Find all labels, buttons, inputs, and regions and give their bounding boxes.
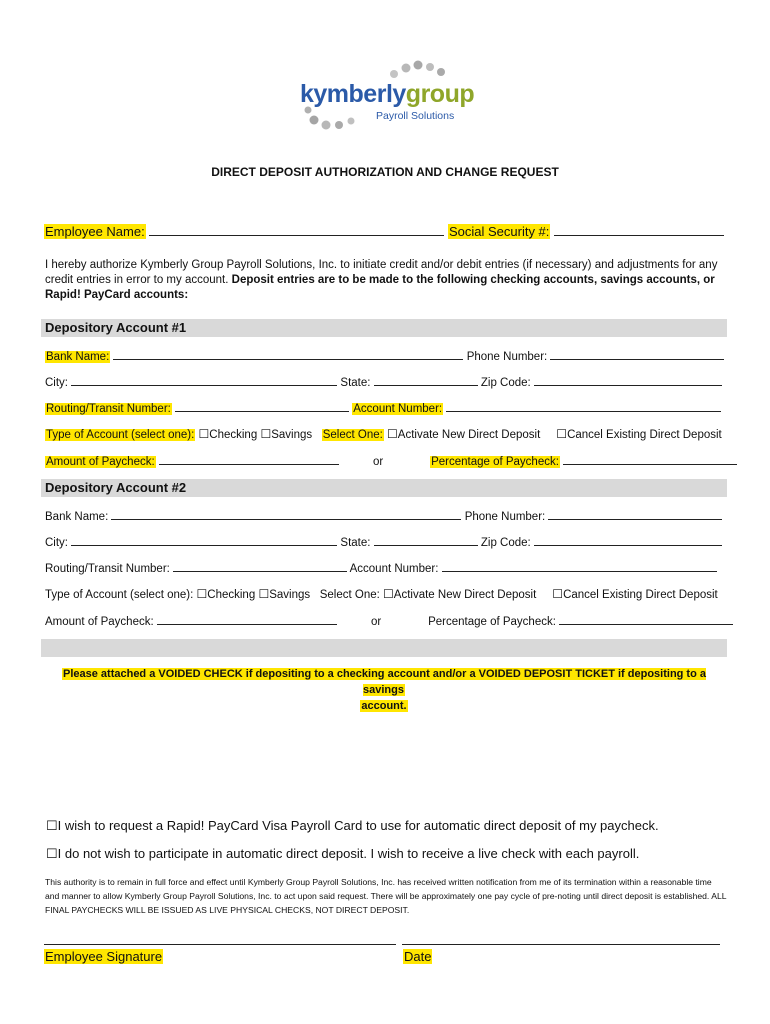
phone-label: Phone Number: — [464, 511, 546, 523]
employee-name-field[interactable] — [149, 224, 444, 236]
logo-brand-b: group — [405, 80, 475, 108]
percentage-field[interactable] — [559, 613, 733, 625]
account1-bank-row — [45, 348, 724, 363]
or-label: or — [370, 616, 382, 628]
checking-label: Checking — [207, 589, 256, 601]
cancel-checkbox[interactable]: ☐ — [552, 587, 564, 601]
phone-field[interactable] — [550, 348, 724, 360]
account2-bank-row — [45, 508, 722, 523]
account2-city-row — [45, 534, 722, 549]
cancel-label: Cancel Existing Direct Deposit — [563, 589, 718, 601]
city-field[interactable] — [71, 374, 337, 386]
account-number-field[interactable] — [446, 400, 721, 412]
checking-checkbox[interactable]: ☐ — [198, 427, 210, 441]
account-number-label: Account Number: — [353, 403, 443, 415]
activate-label: Activate New Direct Deposit — [397, 429, 541, 441]
employee-name-label: Employee Name: — [45, 224, 145, 239]
bank-name-label: Bank Name: — [46, 351, 110, 363]
ssn-label: Social Security #: — [448, 224, 550, 239]
account2-header-bar — [41, 479, 727, 497]
authorization-text — [45, 258, 730, 303]
live-check-label: I do not wish to participate in automatic direct deposit. I wish to receive a live check with each payroll. — [57, 846, 640, 861]
checking-label: Checking — [209, 429, 258, 441]
state-label: State: — [340, 537, 371, 549]
cancel-checkbox[interactable]: ☐ — [556, 427, 568, 441]
select-one-label: Select One: — [322, 429, 383, 441]
blank-bar — [41, 639, 727, 657]
logo-brand-a: kymberly — [300, 80, 406, 108]
ssn-field[interactable] — [554, 224, 724, 236]
voided-check-notice — [41, 666, 727, 714]
account2-amount-row — [45, 613, 733, 628]
account-type-label: Type of Account (select one): — [46, 429, 195, 441]
amount-label: Amount of Paycheck: — [46, 456, 155, 468]
notice-line1: Please attached a VOIDED CHECK if depositing to a checking account and/or a VOIDED DEPOSIT TICKET if depositing to a savings — [63, 668, 706, 696]
live-check-checkbox[interactable]: ☐ — [46, 846, 58, 861]
zip-label: Zip Code: — [480, 377, 531, 389]
savings-label: Savings — [271, 429, 313, 441]
routing-field[interactable] — [175, 400, 349, 412]
employee-row — [44, 224, 724, 239]
account2-type-row — [45, 587, 718, 601]
percentage-label: Percentage of Paycheck: — [431, 456, 559, 468]
activate-checkbox[interactable]: ☐ — [387, 427, 398, 441]
account2-routing-row — [45, 560, 717, 575]
phone-field[interactable] — [548, 508, 722, 520]
paycard-option — [46, 818, 659, 834]
activate-checkbox[interactable]: ☐ — [383, 587, 394, 601]
account-number-label: Account Number: — [349, 563, 439, 575]
savings-label: Savings — [269, 589, 311, 601]
routing-label: Routing/Transit Number: — [45, 563, 170, 575]
account1-amount-row — [45, 453, 737, 468]
routing-label: Routing/Transit Number: — [46, 403, 171, 415]
routing-field[interactable] — [173, 560, 347, 572]
account2-header: Depository Account #2 — [45, 480, 187, 495]
city-label: City: — [45, 537, 68, 549]
zip-field[interactable] — [534, 374, 722, 386]
account1-type-row — [45, 427, 722, 441]
or-label: or — [372, 456, 384, 468]
percentage-label: Percentage of Paycheck: — [428, 616, 556, 628]
account-type-label: Type of Account (select one): — [45, 589, 194, 601]
savings-checkbox[interactable]: ☐ — [258, 587, 270, 601]
notice-line2: account. — [361, 700, 407, 712]
amount-field[interactable] — [157, 613, 337, 625]
city-field[interactable] — [71, 534, 337, 546]
company-logo — [298, 58, 475, 140]
paycard-checkbox[interactable]: ☐ — [46, 818, 58, 833]
checking-checkbox[interactable]: ☐ — [196, 587, 208, 601]
phone-label: Phone Number: — [466, 351, 548, 363]
account1-city-row — [45, 374, 722, 389]
authorization-text-normal: I hereby authorize Kymberly Group Payroll Solutions, Inc. to initiate credit and/or debit entries (if necessary) and adjustments for any credit entries in error to my account. — [45, 259, 718, 286]
date-label: Date — [404, 949, 432, 964]
live-check-option — [46, 846, 639, 862]
zip-field[interactable] — [534, 534, 722, 546]
bank-name-field[interactable] — [113, 348, 463, 360]
document-title: DIRECT DEPOSIT AUTHORIZATION AND CHANGE REQUEST — [211, 165, 559, 179]
authorization-text-bold: Deposit entries are to be made to the following checking accounts, savings accounts, or Rapid! PayCard accounts: — [45, 274, 715, 301]
account-number-field[interactable] — [442, 560, 717, 572]
savings-checkbox[interactable]: ☐ — [260, 427, 272, 441]
select-one-label: Select One: — [319, 589, 380, 601]
zip-label: Zip Code: — [480, 537, 531, 549]
bank-name-label: Bank Name: — [45, 511, 109, 523]
cancel-label: Cancel Existing Direct Deposit — [567, 429, 722, 441]
date-line[interactable] — [402, 944, 720, 945]
amount-field[interactable] — [159, 453, 339, 465]
city-label: City: — [45, 377, 68, 389]
paycard-label: I wish to request a Rapid! PayCard Visa Payroll Card to use for automatic direct deposit of my paycheck. — [57, 818, 659, 833]
account1-header-bar — [41, 319, 727, 337]
activate-label: Activate New Direct Deposit — [393, 589, 537, 601]
percentage-field[interactable] — [563, 453, 737, 465]
amount-label: Amount of Paycheck: — [45, 616, 154, 628]
account1-header: Depository Account #1 — [45, 320, 187, 335]
signature-label: Employee Signature — [45, 949, 163, 964]
logo-tagline: Payroll Solutions — [376, 110, 455, 122]
fine-print: This authority is to remain in full force and effect until Kymberly Group Payroll Solutions, Inc. has received written notification from me of its termination within a reasonable time and manner to allow Kymberly Group Payroll Solutions, Inc. to act upon said request. There will be approximately one pay cycle of pre-noting until direct deposit is established. ALL FINAL PAYCHECKS WILL BE ISSUED AS LIVE PHYSICAL CHECKS, NOT DIRECT DEPOSIT. — [45, 877, 727, 915]
account1-routing-row — [45, 400, 721, 415]
state-field[interactable] — [374, 534, 478, 546]
state-field[interactable] — [374, 374, 478, 386]
bank-name-field[interactable] — [111, 508, 461, 520]
signature-line[interactable] — [44, 944, 396, 945]
state-label: State: — [340, 377, 371, 389]
